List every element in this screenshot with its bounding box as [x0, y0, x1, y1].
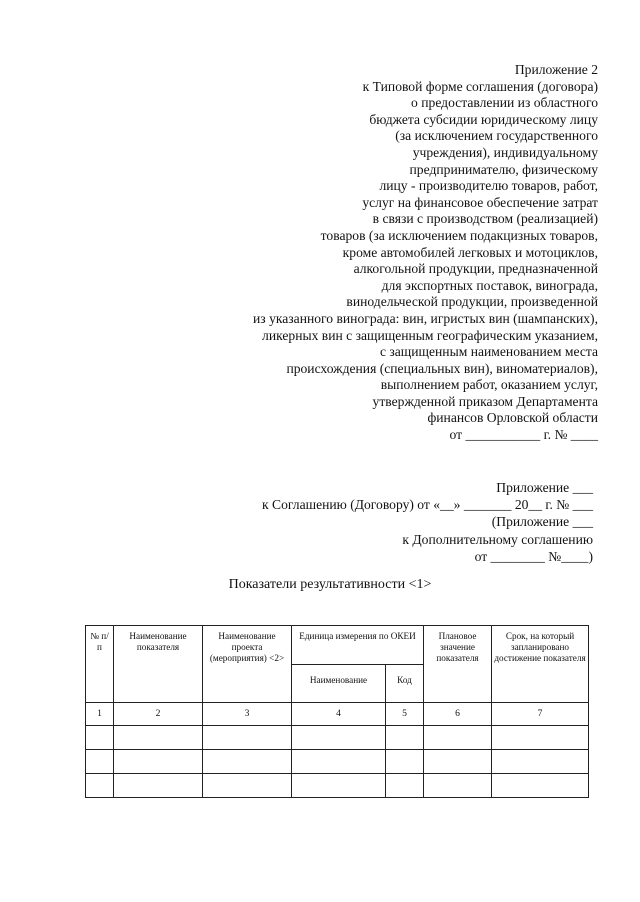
- annex-header-line: услуг на финансовое обеспечение затрат: [362, 194, 598, 210]
- annex-header-line: о предоставлении из областного: [411, 95, 598, 111]
- header-num: № п/п: [86, 626, 114, 703]
- table-cell: [292, 750, 386, 774]
- table-cell: [386, 750, 424, 774]
- column-number: 6: [424, 703, 492, 726]
- column-number: 4: [292, 703, 386, 726]
- annex-header-line: лицу - производителю товаров, работ,: [379, 178, 598, 194]
- table-title: Показатели результативности <1>: [228, 577, 432, 592]
- table-cell: [492, 750, 589, 774]
- table-cell: [203, 750, 292, 774]
- annex-header-line: из указанного винограда: вин, игристых вин (шампанских),: [253, 310, 598, 326]
- header-unit-code: Код: [386, 665, 424, 703]
- annex-header-line: с защищенным наименованием места: [379, 344, 598, 360]
- annex-header-line: в связи с производством (реализацией): [372, 211, 598, 227]
- agreement-header-line: (Приложение ___: [491, 514, 593, 530]
- table-header-row: [86, 626, 589, 665]
- annex-header-line: финансов Орловской области: [427, 410, 598, 426]
- table-cell: [114, 774, 203, 798]
- annex-header-line: товаров (за исключением подакцизных товаров,: [320, 227, 598, 243]
- table-cell: [114, 726, 203, 750]
- table-cell: [424, 774, 492, 798]
- annex-header: [178, 62, 598, 444]
- agreement-header: [173, 479, 593, 565]
- table-cell: [292, 774, 386, 798]
- table-cell: [424, 726, 492, 750]
- table-cell: [292, 726, 386, 750]
- header-unit-group: Единица измерения по ОКЕИ: [292, 626, 424, 665]
- table-cell: [114, 750, 203, 774]
- agreement-header-line: Приложение ___: [496, 480, 593, 495]
- header-project-name: Наименование проекта (мероприятия) <2>: [203, 626, 292, 703]
- agreement-header-line: от ________ №____): [474, 548, 593, 564]
- annex-header-line: алкогольной продукции, предназначенной: [353, 261, 598, 277]
- table-cell: [203, 774, 292, 798]
- header-planned-value: Плановое значение показателя: [424, 626, 492, 703]
- annex-header-line: происхождения (специальных вин), виноматериалов),: [286, 360, 598, 376]
- annex-header-line: винодельческой продукции, произведенной: [346, 294, 598, 310]
- annex-header-line: выполнением работ, оказанием услуг,: [380, 377, 598, 393]
- annex-header-line: предпринимателю, физическому: [409, 161, 598, 177]
- table-cell: [86, 774, 114, 798]
- agreement-header-line: к Соглашению (Договору) от «__» _______ 20__ г. № ___: [262, 497, 593, 513]
- table-row: [86, 774, 589, 798]
- column-number: 2: [114, 703, 203, 726]
- annex-header-line: бюджета субсидии юридическому лицу: [369, 111, 598, 127]
- annex-header-line: (за исключением государственного: [395, 128, 598, 144]
- column-number: 5: [386, 703, 424, 726]
- table-cell: [86, 750, 114, 774]
- column-number: 1: [86, 703, 114, 726]
- annex-header-line: утвержденной приказом Департамента: [372, 393, 598, 409]
- column-number: 3: [203, 703, 292, 726]
- annex-header-line: к Типовой форме соглашения (договора): [362, 78, 598, 94]
- annex-header-line: учреждения), индивидуальному: [412, 144, 598, 160]
- agreement-header-line: к Дополнительному соглашению: [402, 531, 593, 547]
- table-cell: [86, 726, 114, 750]
- header-unit-name: Наименование: [292, 665, 386, 703]
- table-cell: [424, 750, 492, 774]
- table-cell: [492, 774, 589, 798]
- header-indicator-name: Наименование показателя: [114, 626, 203, 703]
- annex-header-line: ликерных вин с защищенным географическим указанием,: [262, 327, 598, 343]
- table-cell: [492, 726, 589, 750]
- indicators-table: [85, 625, 589, 798]
- column-number: 7: [492, 703, 589, 726]
- table-row: [86, 750, 589, 774]
- table-cell: [203, 726, 292, 750]
- annex-header-line: для экспортных поставок, винограда,: [381, 277, 598, 293]
- column-number-row: [86, 703, 589, 726]
- annex-header-line: кроме автомобилей легковых и мотоциклов,: [342, 244, 598, 260]
- header-deadline: Срок, на который запланировано достижение показателя: [492, 626, 589, 703]
- annex-header-line: от ___________ г. № ____: [449, 427, 598, 443]
- table-cell: [386, 774, 424, 798]
- annex-header-line: Приложение 2: [514, 62, 598, 77]
- table-row: [86, 726, 589, 750]
- table-cell: [386, 726, 424, 750]
